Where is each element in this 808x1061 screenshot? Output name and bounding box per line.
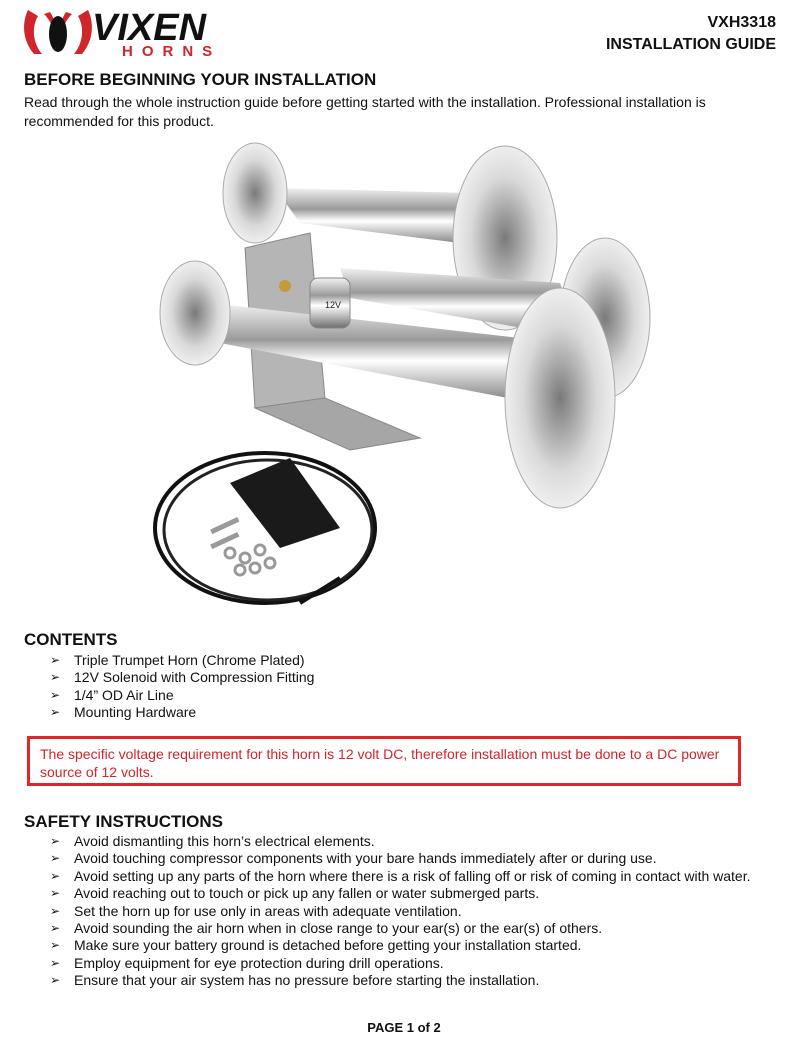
list-item-text: Employ equipment for eye protection during drill operations. <box>74 954 444 971</box>
arrowhead-bullet-icon: ➢ <box>50 955 61 970</box>
arrowhead-bullet-icon: ➢ <box>50 670 61 685</box>
list-item-text: Ensure that your air system has no pressure before starting the installation. <box>74 972 540 989</box>
arrowhead-bullet-icon: ➢ <box>50 973 61 988</box>
brand-sub: HORNS <box>122 43 222 58</box>
before-text: Read through the whole instruction guide before getting started with the installation. Professional installation is recommended for this product. <box>24 94 706 129</box>
arrowhead-bullet-icon: ➢ <box>50 938 61 953</box>
page-number: PAGE 1 of 2 <box>367 1020 441 1035</box>
arrowhead-bullet-icon: ➢ <box>50 868 61 883</box>
arrowhead-bullet-icon: ➢ <box>50 687 61 702</box>
contents-heading: CONTENTS <box>24 630 118 649</box>
list-item-text: 12V Solenoid with Compression Fitting <box>74 669 315 686</box>
model-number: VXH3318 <box>707 14 776 31</box>
product-image <box>140 138 665 618</box>
doc-title: INSTALLATION GUIDE <box>605 36 776 53</box>
list-item <box>50 704 314 721</box>
list-item <box>50 972 751 989</box>
list-item-text: Triple Trumpet Horn (Chrome Plated) <box>74 652 305 668</box>
list-item <box>50 920 751 937</box>
list-item <box>50 937 751 954</box>
list-item <box>50 833 751 850</box>
list-item-text: Avoid sounding the air horn when in close range to your ear(s) or the ear(s) of others. <box>74 919 603 936</box>
solenoid-label: 12V <box>325 300 342 310</box>
list-item <box>50 955 751 972</box>
vixen-horns-logo <box>22 4 242 58</box>
list-item <box>50 687 314 704</box>
list-item-text: Avoid dismantling this horn’s electrical elements. <box>74 833 375 849</box>
list-item <box>50 885 751 902</box>
list-item-text: Avoid reaching out to touch or pick up any fallen or water submerged parts. <box>74 885 540 902</box>
contents-list <box>50 652 314 722</box>
list-item <box>50 652 314 669</box>
list-item-text: 1/4” OD Air Line <box>74 686 174 703</box>
list-item <box>50 868 751 885</box>
list-item-text: Avoid setting up any parts of the horn where there is a risk of falling off or risk of coming in contact with water. <box>74 867 751 884</box>
brand-name: VIXEN <box>92 7 207 49</box>
doc-header <box>606 12 776 56</box>
arrowhead-bullet-icon: ➢ <box>50 653 61 667</box>
list-item-text: Make sure your battery ground is detached before getting your installation started. <box>74 937 582 954</box>
list-item-text: Set the horn up for use only in areas with adequate ventilation. <box>74 902 462 919</box>
arrowhead-bullet-icon: ➢ <box>50 920 61 935</box>
safety-list <box>50 833 751 990</box>
list-item-text: Avoid touching compressor components with your bare hands immediately after or during use. <box>74 850 657 867</box>
before-heading: BEFORE BEGINNING YOUR INSTALLATION <box>24 70 377 89</box>
voltage-notice: The specific voltage requirement for this horn is 12 volt DC, therefore installation must be done to a DC power source of 12 volts. <box>27 736 741 786</box>
arrowhead-bullet-icon: ➢ <box>50 903 61 918</box>
list-item <box>50 850 751 867</box>
list-item <box>50 903 751 920</box>
arrowhead-bullet-icon: ➢ <box>50 851 61 866</box>
list-item <box>50 669 314 686</box>
safety-heading: SAFETY INSTRUCTIONS <box>24 812 223 831</box>
list-item-text: Mounting Hardware <box>74 704 197 721</box>
arrowhead-bullet-icon: ➢ <box>50 834 61 848</box>
arrowhead-bullet-icon: ➢ <box>50 705 61 720</box>
arrowhead-bullet-icon: ➢ <box>50 886 61 901</box>
